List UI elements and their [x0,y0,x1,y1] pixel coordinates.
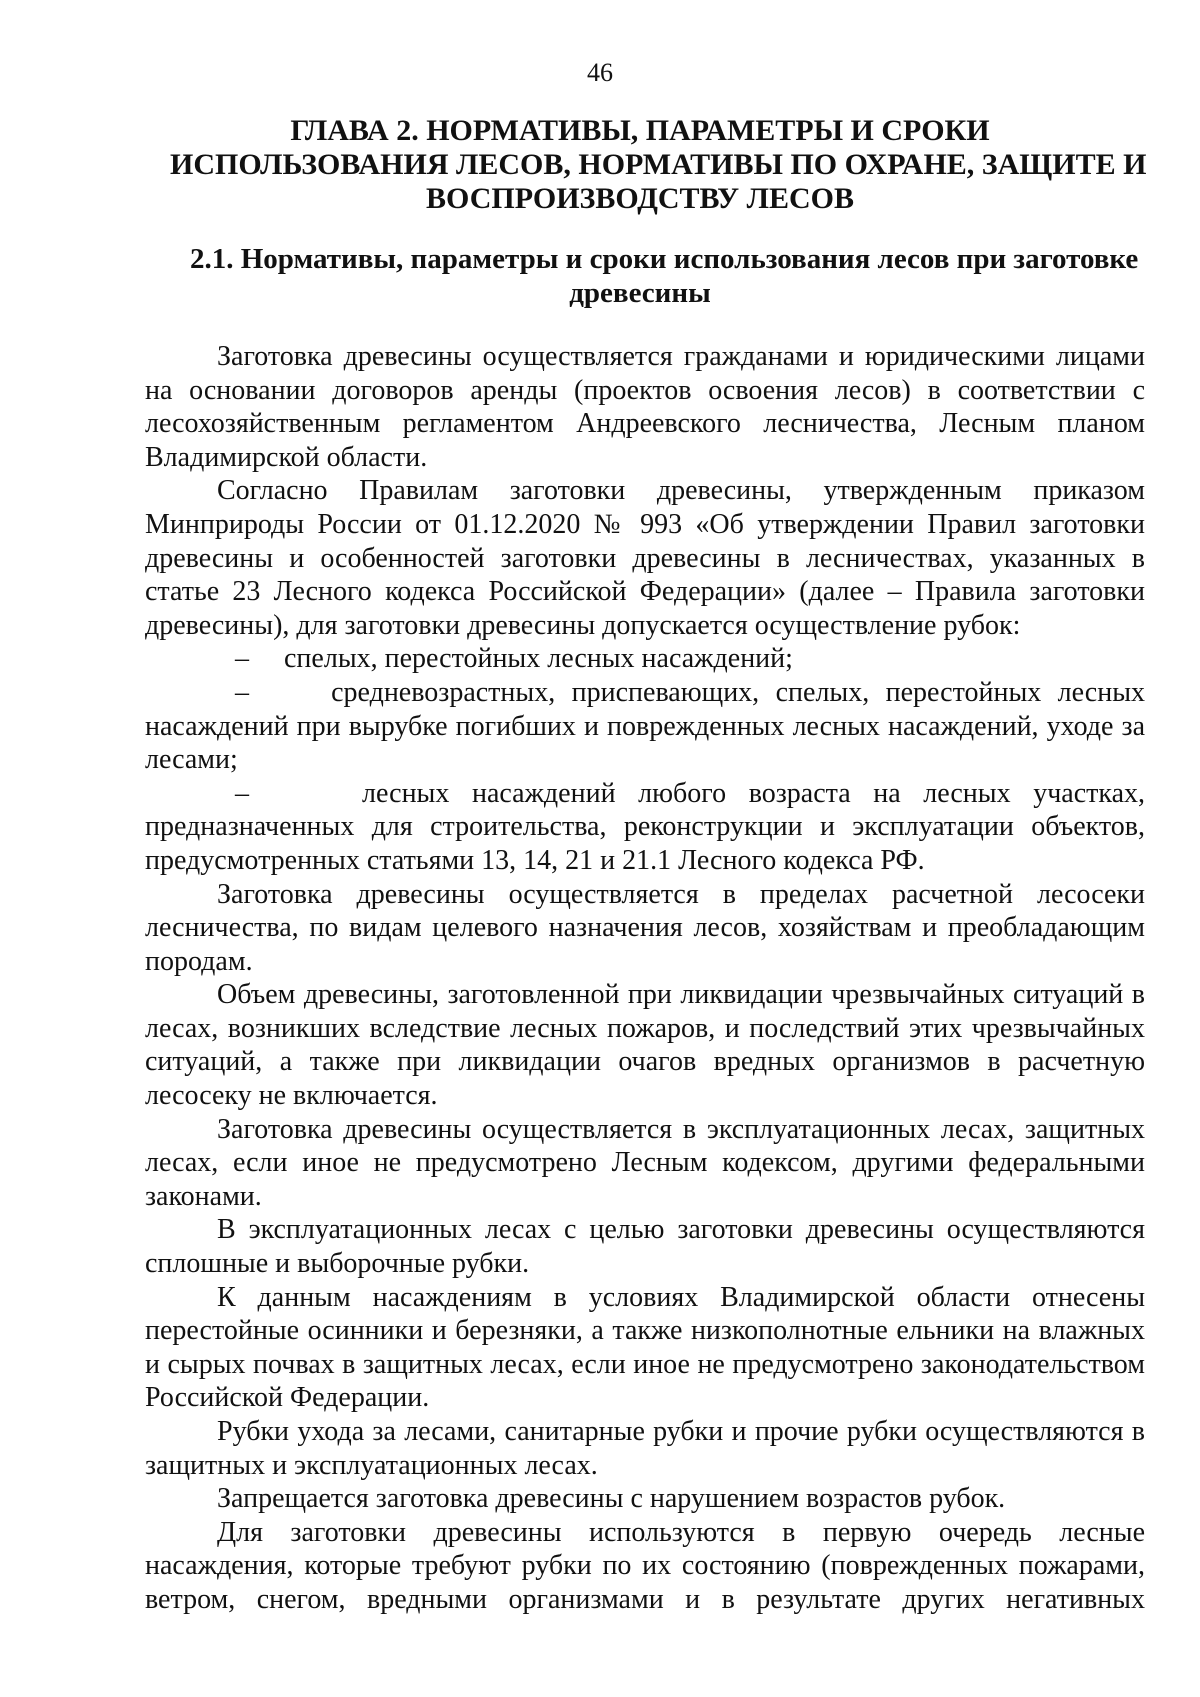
paragraph: Рубки ухода за лесами, санитарные рубки и прочие рубки осуществляются в защитных и эксплуатационных лесах. [145,1416,1145,1481]
paragraph: Согласно Правилам заготовки древесины, утвержденным приказом Минприроды России от 01.12.2020 № 993 «Об утверждении Правил заготовки древесины и особенностей заготовки древесины в лесничествах, указанных в статье 23 Лесного кодекса Российской Федерации» (далее – Правила заготовки древесины), для заготовки древесины допускается осуществление рубок: [145,475,1145,641]
paragraph: Объем древесины, заготовленной при ликвидации чрезвычайных ситуаций в лесах, возникших вследствие лесных пожаров, и последствий этих чрезвычайных ситуаций, а также при ликвидации очагов вредных организмов в расчетную лесосеку не включается. [145,979,1145,1112]
paragraph: Для заготовки древесины используются в первую очередь лесные насаждения, которые требуют рубки по их состоянию (поврежденных пожарами, ветром, снегом, вредными организмами и в результате других негативных [145,1516,1145,1615]
body-text [145,340,1145,1617]
paragraph: Запрещается заготовка древесины с нарушением возрастов рубок. [217,1483,1006,1515]
paragraph: В эксплуатационных лесах с целью заготовки древесины осуществляются сплошные и выборочные рубки. [145,1214,1145,1280]
chapter-title-line: ИСПОЛЬЗОВАНИЯ ЛЕСОВ, НОРМАТИВЫ ПО ОХРАНЕ, ЗАЩИТЕ И [170,148,1147,181]
section-title-line: 2.1. Нормативы, параметры и сроки использования лесов при заготовке [190,243,1139,275]
chapter-title-line: ВОСПРОИЗВОДСТВУ ЛЕСОВ [426,182,854,215]
page-number: 46 [587,58,613,87]
paragraph: Заготовка древесины осуществляется в пределах расчетной лесосеки лесничества, по видам целевого назначения лесов, хозяйствам и преобладающим породам. [145,878,1145,977]
chapter-title-line: ГЛАВА 2. НОРМАТИВЫ, ПАРАМЕТРЫ И СРОКИ [290,114,990,147]
section-title [190,242,1139,310]
paragraph: К данным насаждениям в условиях Владимирской области отнесены перестойные осинники и березняки, а также низкополнотные ельники на влажных и сырых почвах в защитных лесах, если иное не предусмотрено законодательством Российской Федерации. [145,1281,1145,1414]
list-item: – лесных насаждений любого возраста на лесных участках, предназначенных для строительства, реконструкции и эксплуатации объектов, предусмотренных статьями 13, 14, 21 и 21.1 Лесного кодекса РФ. [145,777,1145,876]
paragraph: Заготовка древесины осуществляется в эксплуатационных лесах, защитных лесах, если иное не предусмотрено Лесным кодексом, другими федеральными законами. [145,1113,1145,1212]
list-item: – средневозрастных, приспевающих, спелых, перестойных лесных насаждений при вырубке погибших и поврежденных лесных насаждений, уходе за лесами; [145,676,1145,776]
section-title-line: древесины [569,277,711,309]
paragraph: Заготовка древесины осуществляется гражданами и юридическими лицами на основании договоров аренды (проектов освоения лесов) в соответствии с лесохозяйственным регламентом Андреевского лесничества, Лесным планом Владимирской области. [145,341,1145,473]
chapter-title [170,114,1147,216]
list-item: – спелых, перестойных лесных насаждений; [235,643,793,675]
